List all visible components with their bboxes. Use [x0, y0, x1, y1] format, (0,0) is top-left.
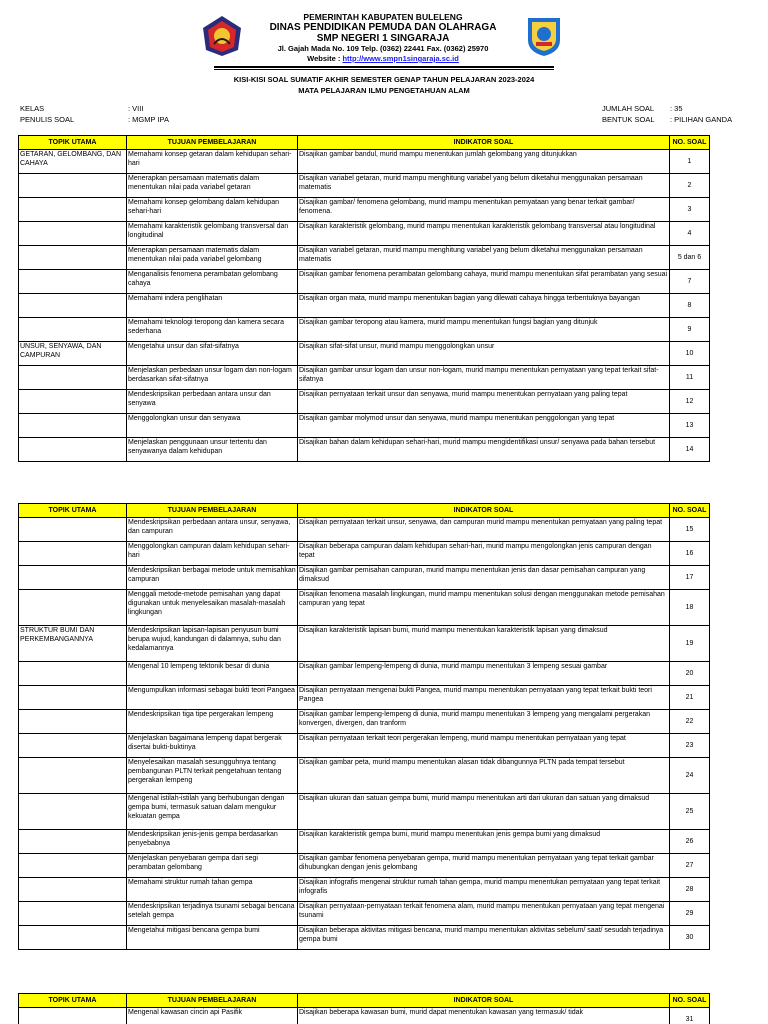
no-soal-cell: 28 [670, 878, 710, 902]
no-soal-cell: 21 [670, 686, 710, 710]
no-soal-cell: 2 [670, 174, 710, 198]
table-row [19, 734, 710, 758]
no-soal-cell: 27 [670, 854, 710, 878]
indikator-cell: Disajikan pernyataan terkait unsur dan senyawa, murid mampu menentukan pernyataan yang paling tepat [298, 390, 670, 414]
header-line-3: SMP NEGERI 1 SINGARAJA [316, 33, 450, 44]
title-line-1: KISI-KISI SOAL SUMATIF AKHIR SEMESTER GENAP TAHUN PELAJARAN 2023-2024 [233, 75, 535, 84]
table-row [19, 542, 710, 566]
indikator-cell: Disajikan beberapa campuran dalam kehidupan sehari-hari, murid mampu mengolongkan jenis campuran dengan tepat [298, 542, 670, 566]
kisi-table-1 [18, 135, 710, 462]
kisi-table-2 [18, 503, 710, 950]
table-row [19, 662, 710, 686]
col-header-tujuan: TUJUAN PEMBELAJARAN [127, 504, 298, 518]
no-soal-cell: 11 [670, 366, 710, 390]
no-soal-cell: 31 [670, 1008, 710, 1024]
table-row [19, 438, 710, 462]
table-row [19, 270, 710, 294]
tujuan-cell: Menggolongkan unsur dan senyawa [127, 414, 298, 438]
topic-cell [19, 794, 127, 830]
col-header-no: NO. SOAL [670, 504, 710, 518]
topic-cell [19, 174, 127, 198]
title-line-2: MATA PELAJARAN ILMU PENGETAHUAN ALAM [298, 86, 470, 95]
topic-cell [19, 710, 127, 734]
no-soal-cell: 14 [670, 438, 710, 462]
kisi-table-3 [18, 993, 710, 1024]
header-line-1: PEMERINTAH KABUPATEN BULELENG [303, 12, 463, 22]
table-row [19, 758, 710, 794]
col-header-topik: TOPIK UTAMA [19, 504, 127, 518]
indikator-cell: Disajikan gambar teropong atau kamera, murid mampu menentukan fungsi bagian yang ditunjuk [298, 318, 670, 342]
tujuan-cell: Mendeskripsikan terjadinya tsunami sebagai bencana setelah gempa [127, 902, 298, 926]
no-soal-cell: 18 [670, 590, 710, 626]
col-header-topik: TOPIK UTAMA [19, 994, 127, 1008]
table-row [19, 174, 710, 198]
tujuan-cell: Mengenal kawasan cincin api Pasifik [127, 1008, 298, 1024]
indikator-cell: Disajikan gambar bandul, murid mampu menentukan jumlah gelombang yang ditunjukkan [298, 150, 670, 174]
table-row [19, 246, 710, 270]
topic-cell [19, 590, 127, 626]
indikator-cell: Disajikan pernyataan terkait unsur, senyawa, dan campuran murid mampu menentukan pernyataan yang paling tepat [298, 518, 670, 542]
indikator-cell: Disajikan gambar fenomena penyebaran gempa, murid mampu menentukan pernyataan yang tepat terkait gambar dihubungkan dengan jenis gelombang [298, 854, 670, 878]
no-soal-cell: 7 [670, 270, 710, 294]
topic-cell [19, 830, 127, 854]
indikator-cell: Disajikan organ mata, murid mampu menentukan bagian yang dilewati cahaya hingga terbentuknya bayangan [298, 294, 670, 318]
no-soal-cell: 12 [670, 390, 710, 414]
tujuan-cell: Menjelaskan penggunaan unsur tertentu dan senyawanya dalam kehidupan [127, 438, 298, 462]
table-row [19, 1008, 710, 1024]
col-header-indikator: INDIKATOR SOAL [298, 504, 670, 518]
header-line-2: DINAS PENDIDIKAN PEMUDA DAN OLAHRAGA [269, 22, 497, 33]
topic-cell [19, 758, 127, 794]
tujuan-cell: Menggali metode-metode pemisahan yang dapat digunakan untuk menyelesaikan masalah-masalah lingkungan [127, 590, 298, 626]
tujuan-cell: Menyelesaikan masalah sesungguhnya tentang pembangunan PLTN terkait pengetahuan tentang pergerakan lempeng [127, 758, 298, 794]
tujuan-cell: Memahami konsep gelombang dalam kehidupan sehari-hari [127, 198, 298, 222]
table-row [19, 366, 710, 390]
indikator-cell: Disajikan variabel getaran, murid mampu menghitung variabel yang belum diketahui menggunakan persamaan matematis [298, 246, 670, 270]
tujuan-cell: Menjelaskan bagaimana lempeng dapat bergerak disertai bukti-buktinya [127, 734, 298, 758]
website-link[interactable]: http://www.smpn1singaraja.sc.id [342, 54, 459, 63]
bentuk-soal-value: : PILIHAN GANDA [670, 115, 733, 124]
no-soal-cell: 29 [670, 902, 710, 926]
topic-cell [19, 854, 127, 878]
table-row [19, 318, 710, 342]
no-soal-cell: 17 [670, 566, 710, 590]
table-row [19, 926, 710, 950]
topic-cell [19, 318, 127, 342]
topic-cell: STRUKTUR BUMI DAN PERKEMBANGANNYA [19, 626, 127, 662]
col-header-no: NO. SOAL [670, 994, 710, 1008]
table-row [19, 710, 710, 734]
table-row [19, 830, 710, 854]
topic-cell: UNSUR, SENYAWA, DAN CAMPURAN [19, 342, 127, 366]
no-soal-cell: 19 [670, 626, 710, 662]
table-row [19, 518, 710, 542]
table-row [19, 686, 710, 710]
topic-cell [19, 566, 127, 590]
table-row [19, 390, 710, 414]
col-header-no: NO. SOAL [670, 136, 710, 150]
no-soal-cell: 26 [670, 830, 710, 854]
indikator-cell: Disajikan gambar fenomena perambatan gelombang cahaya, murid mampu menentukan sifat perambatan yang sesuai [298, 270, 670, 294]
table-row [19, 878, 710, 902]
table-row [19, 590, 710, 626]
topic-cell [19, 270, 127, 294]
tujuan-cell: Mengetahui unsur dan sifat-sifatnya [127, 342, 298, 366]
table-row [19, 902, 710, 926]
tujuan-cell: Menerapkan persamaan matematis dalam menentukan nilai pada variabel getaran [127, 174, 298, 198]
indikator-cell: Disajikan pernyataan-pernyataan terkait fenomena alam, murid mampu menentukan pernyataan yang tepat mengenai tsunami [298, 902, 670, 926]
buleleng-regency-emblem-icon [200, 14, 244, 58]
header-address: Jl. Gajah Mada No. 109 Telp. (0362) 22441 Fax. (0362) 25970 [277, 44, 489, 53]
topic-cell [19, 542, 127, 566]
col-header-indikator: INDIKATOR SOAL [298, 994, 670, 1008]
kelas-value: : VIII [128, 104, 144, 113]
tujuan-cell: Mendeskripsikan jenis-jenis gempa berdasarkan penyebabnya [127, 830, 298, 854]
topic-cell [19, 294, 127, 318]
topic-cell [19, 878, 127, 902]
no-soal-cell: 9 [670, 318, 710, 342]
table-row [19, 566, 710, 590]
jumlah-soal-label: JUMLAH SOAL [602, 104, 655, 113]
table-row [19, 150, 710, 174]
topic-cell [19, 902, 127, 926]
table-body [19, 150, 710, 462]
no-soal-cell: 22 [670, 710, 710, 734]
tujuan-cell: Memahami struktur rumah tahan gempa [127, 878, 298, 902]
bentuk-soal-label: BENTUK SOAL [602, 115, 655, 124]
tujuan-cell: Mendeskripsikan tiga tipe pergerakan lempeng [127, 710, 298, 734]
indikator-cell: Disajikan fenomena masalah lingkungan, murid mampu menentukan solusi dengan menggunakan metode pemisahan campuran yang tepat [298, 590, 670, 626]
topic-cell [19, 438, 127, 462]
document-title [0, 74, 768, 96]
indikator-cell: Disajikan beberapa kawasan bumi, murid dapat menentukan kawasan yang termasuk/ tidak [298, 1008, 670, 1024]
tujuan-cell: Mengumpulkan informasi sebagai bukti teori Pangaea [127, 686, 298, 710]
indikator-cell: Disajikan gambar unsur logam dan unsur non-logam, murid mampu menentukan pernyataan yang tepat terkait sifat-sifatnya [298, 366, 670, 390]
indikator-cell: Disajikan karakteristik lapisan bumi, murid mampu menentukan karakteristik lapisan yang dimaksud [298, 626, 670, 662]
website-label: Website : [307, 54, 343, 63]
indikator-cell: Disajikan gambar lempeng-lempeng di dunia, murid mampu menentukan 3 lempeng sesuai gambar [298, 662, 670, 686]
topic-cell [19, 414, 127, 438]
topic-cell [19, 246, 127, 270]
table-row [19, 794, 710, 830]
indikator-cell: Disajikan sifat-sifat unsur, murid mampu menggolongkan unsur [298, 342, 670, 366]
jumlah-soal-value: : 35 [670, 104, 683, 113]
table-row [19, 222, 710, 246]
topic-cell [19, 198, 127, 222]
kelas-label: KELAS [20, 104, 45, 113]
tujuan-cell: Mendeskripsikan perbedaan antara unsur, senyawa, dan campuran [127, 518, 298, 542]
letterhead-rule-thin [214, 69, 554, 70]
table-header-row [19, 136, 710, 150]
no-soal-cell: 1 [670, 150, 710, 174]
topic-cell [19, 734, 127, 758]
topic-cell [19, 366, 127, 390]
no-soal-cell: 25 [670, 794, 710, 830]
indikator-cell: Disajikan infografis mengenai struktur rumah tahan gempa, murid mampu menentukan pernyataan yang tepat terkait infografis [298, 878, 670, 902]
no-soal-cell: 15 [670, 518, 710, 542]
header-website [250, 54, 516, 64]
tujuan-cell: Memahami indera penglihatan [127, 294, 298, 318]
indikator-cell: Disajikan bahan dalam kehidupan sehari-hari, murid mampu mengidentifikasi unsur/ senyawa pada bahan tersebut [298, 438, 670, 462]
no-soal-cell: 8 [670, 294, 710, 318]
table-row [19, 854, 710, 878]
table-row [19, 342, 710, 366]
no-soal-cell: 24 [670, 758, 710, 794]
tujuan-cell: Mendeskripsikan perbedaan antara unsur dan senyawa [127, 390, 298, 414]
tujuan-cell: Memahami konsep getaran dalam kehidupan sehari-hari [127, 150, 298, 174]
no-soal-cell: 23 [670, 734, 710, 758]
tujuan-cell: Memahami karakteristik gelombang transversal dan longitudinal [127, 222, 298, 246]
table-body [19, 1008, 710, 1024]
indikator-cell: Disajikan gambar pemisahan campuran, murid mampu menentukan jenis dan dasar pemisahan campuran yang dimaksud [298, 566, 670, 590]
no-soal-cell: 3 [670, 198, 710, 222]
school-emblem-icon [522, 14, 566, 58]
table-body [19, 518, 710, 950]
topic-cell [19, 926, 127, 950]
indikator-cell: Disajikan gambar peta, murid mampu menentukan alasan tidak dibangunnya PLTN pada tempat tersebut [298, 758, 670, 794]
table-header-row [19, 994, 710, 1008]
tujuan-cell: Mendeskripsikan lapisan-lapisan penyusun bumi berupa wujud, kandungan di dalamnya, suhu dan kedalamannya [127, 626, 298, 662]
topic-cell [19, 686, 127, 710]
penulis-value: : MGMP IPA [128, 115, 169, 124]
no-soal-cell: 10 [670, 342, 710, 366]
col-header-tujuan: TUJUAN PEMBELAJARAN [127, 136, 298, 150]
indikator-cell: Disajikan gambar/ fenomena gelombang, murid mampu menentukan pernyataan yang benar terkait gambar/ fenomena. [298, 198, 670, 222]
no-soal-cell: 4 [670, 222, 710, 246]
tujuan-cell: Memahami teknologi teropong dan kamera secara sederhana [127, 318, 298, 342]
indikator-cell: Disajikan ukuran dan satuan gempa bumi, murid mampu menentukan arti dari ukuran dan satuan yang dimaksud [298, 794, 670, 830]
topic-cell [19, 662, 127, 686]
tujuan-cell: Menjelaskan penyebaran gempa dari segi perambatan gelombang [127, 854, 298, 878]
tujuan-cell: Mengenal 10 lempeng tektonik besar di dunia [127, 662, 298, 686]
no-soal-cell: 5 dan 6 [670, 246, 710, 270]
topic-cell [19, 518, 127, 542]
indikator-cell: Disajikan gambar lempeng-lempeng di dunia, murid mampu menentukan 3 lempeng yang mengalami pergerakan konvergen, divergen, dan tranform [298, 710, 670, 734]
no-soal-cell: 30 [670, 926, 710, 950]
no-soal-cell: 20 [670, 662, 710, 686]
col-header-topik: TOPIK UTAMA [19, 136, 127, 150]
penulis-label: PENULIS SOAL [20, 115, 75, 124]
table-header-row [19, 504, 710, 518]
no-soal-cell: 13 [670, 414, 710, 438]
tujuan-cell: Mendeskripsikan berbagai metode untuk memisahkan campuran [127, 566, 298, 590]
tujuan-cell: Menganalisis fenomena perambatan gelombang cahaya [127, 270, 298, 294]
tujuan-cell: Mengenal istilah-istilah yang berhubungan dengan gempa bumi, termasuk satuan dalam mengukur kekuatan gempa [127, 794, 298, 830]
tujuan-cell: Menerapkan persamaan matematis dalam menentukan nilai pada variabel gelombang [127, 246, 298, 270]
letterhead [0, 12, 768, 68]
table-row [19, 414, 710, 438]
table-row [19, 626, 710, 662]
col-header-tujuan: TUJUAN PEMBELAJARAN [127, 994, 298, 1008]
indikator-cell: Disajikan pernyataan terkait teori pergerakan lempeng, murid mampu menentukan pernyataan yang tepat [298, 734, 670, 758]
tujuan-cell: Menggolongkan campuran dalam kehidupan sehari-hari [127, 542, 298, 566]
letterhead-text [250, 12, 516, 64]
topic-cell [19, 390, 127, 414]
tujuan-cell: Mengetahui mitigasi bencana gempa bumi [127, 926, 298, 950]
indikator-cell: Disajikan variabel getaran, murid mampu menghitung variabel yang belum diketahui menggunakan persamaan matematis [298, 174, 670, 198]
table-row [19, 294, 710, 318]
topic-cell [19, 1008, 127, 1024]
indikator-cell: Disajikan beberapa aktivitas mitigasi bencana, murid mampu menentukan aktivitas sebelum/ saat/ sesudah terjadinya gempa bumi [298, 926, 670, 950]
indikator-cell: Disajikan karakteristik gelombang, murid mampu menentukan karakteristik gelombang transversal atau longitudinal [298, 222, 670, 246]
col-header-indikator: INDIKATOR SOAL [298, 136, 670, 150]
topic-cell: GETARAN, GELOMBANG, DAN CAHAYA [19, 150, 127, 174]
tujuan-cell: Menjelaskan perbedaan unsur logam dan non-logam berdasarkan sifat-sifatnya [127, 366, 298, 390]
topic-cell [19, 222, 127, 246]
indikator-cell: Disajikan gambar molymod unsur dan senyawa, murid mampu menentukan penggolongan yang tepat [298, 414, 670, 438]
no-soal-cell: 16 [670, 542, 710, 566]
indikator-cell: Disajikan pernyataan mengenai bukti Pangea, murid mampu menentukan pernyataan yang tepat terkait bukti teori Pangea [298, 686, 670, 710]
indikator-cell: Disajikan karakteristik gempa bumi, murid mampu menentukan jenis gempa bumi yang dimaksud [298, 830, 670, 854]
table-row [19, 198, 710, 222]
letterhead-rule-thick [214, 66, 554, 68]
